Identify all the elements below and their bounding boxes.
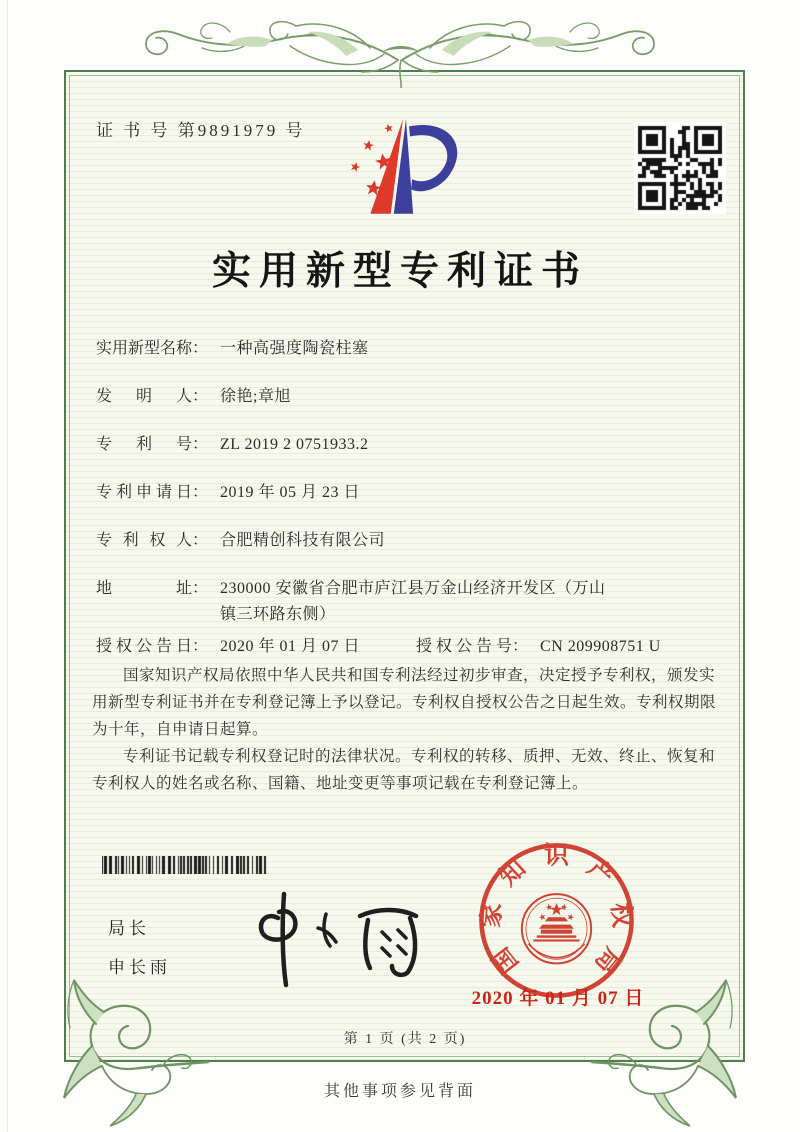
field-label: 专利号	[96, 436, 192, 453]
svg-text:家: 家	[477, 901, 507, 929]
svg-text:国: 国	[487, 942, 524, 979]
back-note: 其他事项参见背面	[323, 1083, 476, 1100]
legal-paragraph: 国家知识产权局依照中华人民共和国专利法经过初步审查，决定授予专利权，颁发实用新型专利证书并在专利登记簿上予以登记。专利权自授权公告之日起生效。专利权期限为十年，自申请日起算。	[92, 667, 717, 738]
seal-date: 2020 年 01 月 07 日	[471, 988, 645, 1009]
director-name: 申长雨	[108, 958, 171, 977]
certificate-number: 证 书 号 第9891979 号	[96, 121, 306, 140]
scan-edge-line	[7, 0, 8, 1132]
field-label: 实用新型名称	[96, 340, 193, 357]
national-emblem	[522, 894, 591, 963]
field-label: 专利权人	[96, 532, 192, 549]
cnipa-logo-icon	[346, 114, 468, 216]
field-row: 专利申请日： 2019 年 05 月 23 日	[96, 480, 736, 506]
page-indicator: 第 1 页 (共 2 页)	[343, 1032, 467, 1047]
corner-flourish-left	[40, 972, 210, 1132]
field-label: 授权公告日	[96, 638, 192, 655]
certificate-title: 实用新型专利证书	[211, 250, 588, 293]
certificate-fields	[96, 336, 736, 682]
field-value: 2020 年 01 月 07 日	[220, 638, 361, 655]
legal-text	[92, 662, 716, 797]
field-label: 发明人	[96, 388, 192, 405]
field-row-grant: 授权公告日： 2020 年 01 月 07 日 授权公告号： CN 209908751 U	[96, 634, 736, 660]
field-value: CN 209908751 U	[540, 638, 661, 655]
director-signature	[232, 888, 432, 988]
top-garland-ornament	[130, 2, 670, 94]
qr-code	[634, 122, 726, 214]
field-row: 专利号： ZL 2019 2 0751933.2	[96, 432, 736, 458]
field-value: 一种高强度陶瓷柱塞	[220, 340, 369, 357]
legal-paragraph: 专利证书记载专利权登记时的法律状况。专利权的转移、质押、无效、终止、恢复和专利权人的姓名或名称、国籍、地址变更等事项记载在专利登记簿上。	[92, 748, 716, 792]
field-row-address: 地址： 230000 安徽省合肥市庐江县万金山经济开发区（万山镇三环路东侧）	[96, 576, 736, 628]
field-value: 230000 安徽省合肥市庐江县万金山经济开发区（万山镇三环路东侧）	[220, 580, 606, 623]
field-label: 授权公告号	[416, 638, 513, 655]
field-label: 地址	[96, 580, 192, 597]
svg-text:产: 产	[581, 854, 619, 892]
svg-text:局: 局	[589, 942, 626, 979]
field-value: ZL 2019 2 0751933.2	[220, 436, 369, 453]
official-seal	[474, 838, 639, 1003]
field-value: 2019 年 05 月 23 日	[220, 484, 361, 501]
field-value: 合肥精创科技有限公司	[220, 532, 386, 549]
field-row: 实用新型名称： 一种高强度陶瓷柱塞	[96, 336, 736, 362]
svg-text:识: 识	[544, 842, 569, 870]
field-value: 徐艳;章旭	[220, 388, 291, 405]
director-block	[108, 914, 171, 992]
field-row: 发明人： 徐艳;章旭	[96, 384, 736, 410]
svg-text:权: 权	[606, 901, 636, 929]
director-title: 局长	[108, 919, 150, 938]
barcode	[102, 856, 267, 874]
svg-text:知: 知	[494, 854, 532, 892]
field-row: 专利权人： 合肥精创科技有限公司	[96, 528, 736, 554]
field-label: 专利申请日	[96, 484, 192, 501]
